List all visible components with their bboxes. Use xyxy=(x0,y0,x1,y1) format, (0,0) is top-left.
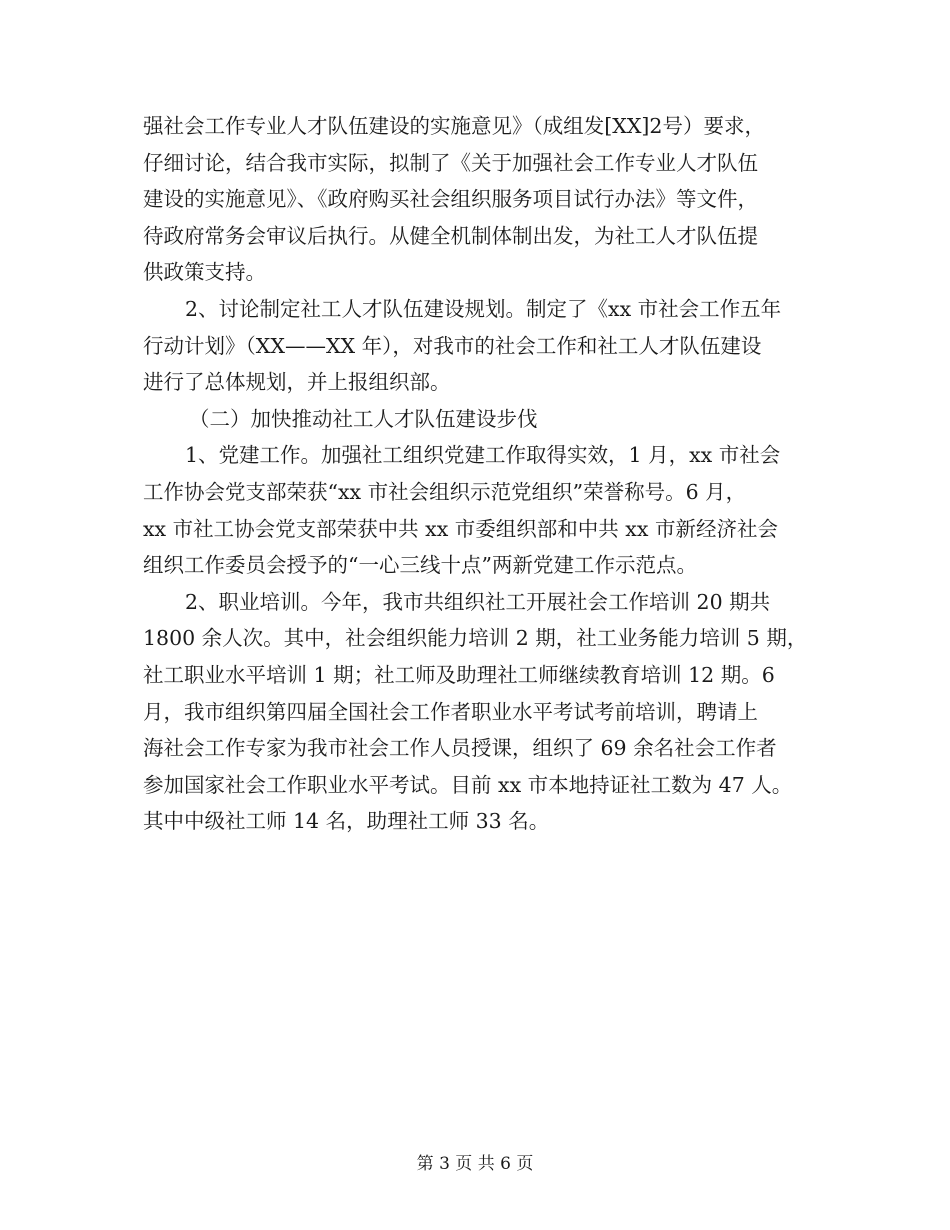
text-line: 社工职业水平培训 1 期；社工师及助理社工师继续教育培训 12 期。6 xyxy=(143,662,775,687)
text-line: xx 市社工协会党支部荣获中共 xx 市委组织部和中共 xx 市新经济社会 xyxy=(143,516,778,541)
text-line: 工作协会党支部荣获“xx 市社会组织示范党组织”荣誉称号。6 月， xyxy=(143,479,747,504)
footer-middle: 页 共 xyxy=(455,1154,495,1174)
text-line: 供政策支持。 xyxy=(143,260,266,285)
footer-total-pages: 6 xyxy=(500,1154,511,1174)
footer-prefix: 第 xyxy=(416,1154,434,1174)
paragraph-start-line: 1、党建工作。加强社工组织党建工作取得实效，1 月，xx 市社会 xyxy=(185,443,781,468)
text-line: 强社会工作专业人才队伍建设的实施意见》（成组发[XX]2号）要求， xyxy=(143,114,765,138)
section-heading: （二）加快推动社工人才队伍建设步伐 xyxy=(189,406,538,431)
text-line: 建设的实施意见》、《政府购买社会组织服务项目试行办法》等文件， xyxy=(143,187,758,212)
paragraph-start-line: 2、职业培训。今年，我市共组织社工开展社会工作培训 20 期共 xyxy=(185,589,771,614)
text-line: 进行了总体规划，并上报组织部。 xyxy=(143,370,451,395)
footer-suffix: 页 xyxy=(516,1154,534,1174)
paragraph-start-line: 2、讨论制定社工人才队伍建设规划。制定了《xx 市社会工作五年 xyxy=(185,296,782,321)
text-line: 仔细讨论，结合我市实际，拟制了《关于加强社会工作专业人才队伍 xyxy=(143,150,758,175)
text-line: 组织工作委员会授予的“一心三线十点”两新党建工作示范点。 xyxy=(143,553,697,578)
text-line: 月，我市组织第四届全国社会工作者职业水平考试考前培训，聘请上 xyxy=(143,699,758,724)
footer-page-number: 3 xyxy=(439,1154,450,1174)
text-line: 待政府常务会审议后执行。从健全机制体制出发，为社工人才队伍提 xyxy=(143,223,758,248)
text-line: 1800 余人次。其中，社会组织能力培训 2 期，社工业务能力培训 5 期， xyxy=(143,626,808,651)
document-body xyxy=(143,108,813,840)
text-line: 参加国家社会工作职业水平考试。目前 xx 市本地持证社工数为 47 人。 xyxy=(143,772,793,797)
text-line: 行动计划》（XX——XX 年），对我市的社会工作和社工人才队伍建设 xyxy=(143,333,762,358)
text-line: 海社会工作专家为我市社会工作人员授课，组织了 69 余名社会工作者 xyxy=(143,736,777,761)
page-footer xyxy=(0,1152,950,1176)
text-line: 其中中级社工师 14 名，助理社工师 33 名。 xyxy=(143,809,550,834)
